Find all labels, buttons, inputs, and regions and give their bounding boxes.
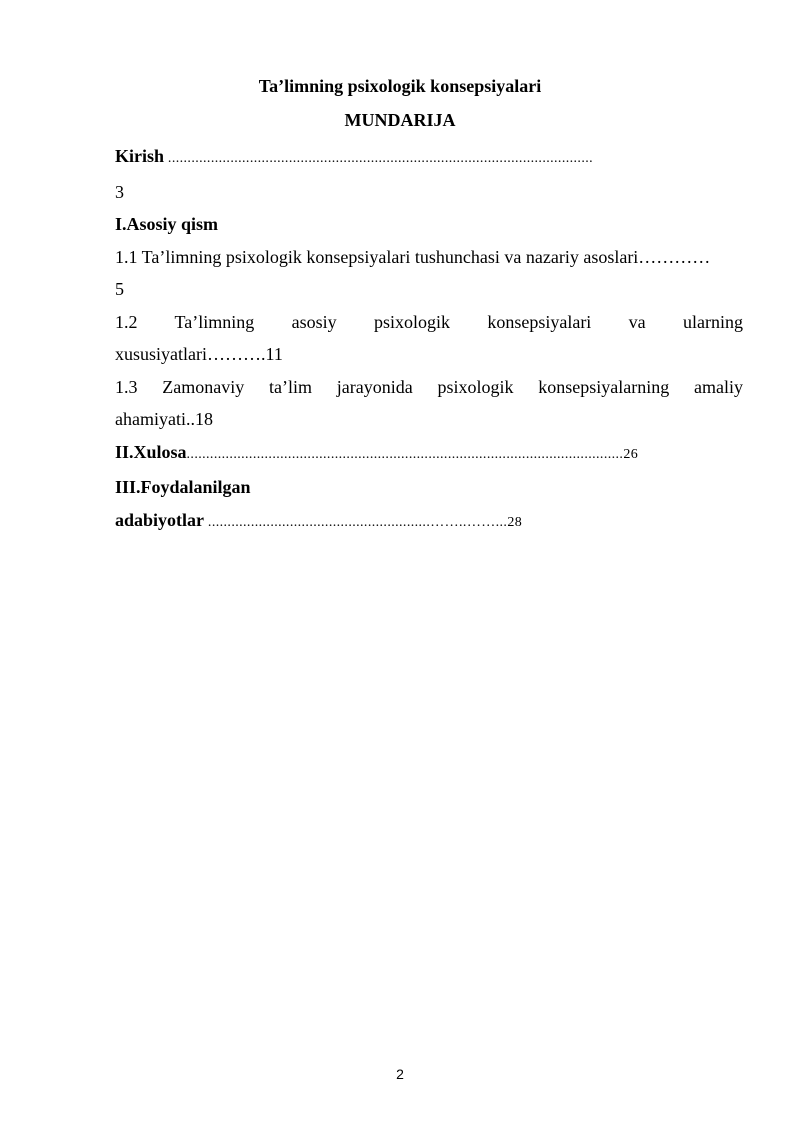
toc-section-asosiy: I.Asosiy qism [115, 214, 219, 234]
toc-entry-kirish-page: 3 [115, 181, 124, 202]
toc-entry-xulosa [115, 436, 743, 472]
document-title: Ta’limning psixologik konsepsiyalari [258, 76, 542, 96]
toc-entry-kirish-leader: ............................................................................................................. [164, 151, 594, 166]
toc-entry-adabiyotlar-label: adabiyotlar [115, 509, 205, 530]
toc-entry-xulosa-label: II.Xulosa [115, 441, 187, 462]
toc-entry-adabiyotlar-line1: III.Foydalanilgan [115, 477, 251, 497]
toc-entry-1-1: 1.1 Ta’limning psixologik konsepsiyalari tushunchasi va nazariy asoslari………… [115, 246, 711, 267]
toc-entry-adabiyotlar [115, 504, 743, 540]
toc-entry-1-3-line1: 1.3 Zamonaviy ta’lim jarayonida psixologik konsepsiyalarning amaliy [115, 376, 743, 397]
toc-entry-kirish [115, 140, 743, 176]
toc-entry-xulosa-leader: ................................................................................................................26 [186, 446, 639, 462]
toc-entry-1-2-line1: 1.2 Ta’limning asosiy psixologik konsepsiyalari va ularning [115, 311, 743, 332]
page-number: 2 [396, 1066, 404, 1082]
toc-entry-1-2-line2: xususiyatlari……….11 [115, 344, 283, 364]
toc-entry-1-1-page: 5 [115, 279, 124, 299]
toc-entry-1-3-line2: ahamiyati..18 [115, 409, 213, 429]
toc-entry-adabiyotlar-leader: .........................................................……..……...28 [204, 514, 523, 530]
table-of-contents [115, 140, 743, 539]
toc-entry-kirish-label: Kirish [115, 146, 165, 166]
toc-heading: MUNDARIJA [344, 110, 456, 130]
